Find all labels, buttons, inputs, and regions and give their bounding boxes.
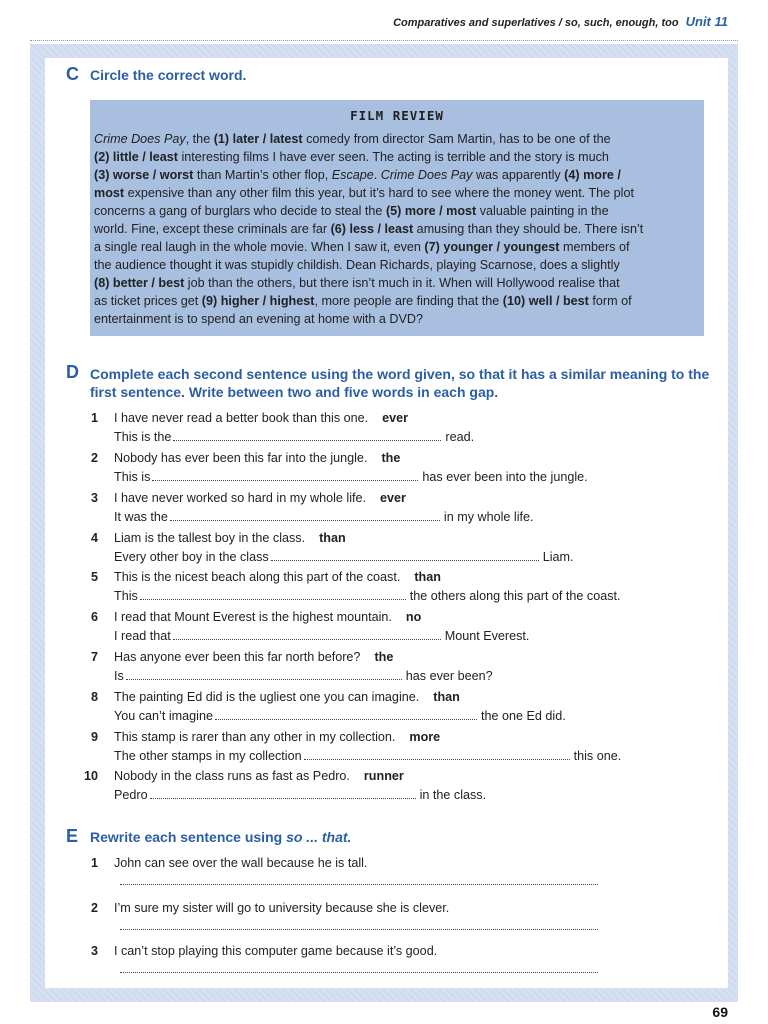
original-sentence-line xyxy=(114,411,408,425)
sentence-start: This is xyxy=(114,470,151,484)
exercise-item xyxy=(74,531,694,569)
review-text-segment: interesting films I have ever seen. The acting is terrible and the story is much xyxy=(177,150,609,164)
review-text-segment: Escape xyxy=(331,168,374,182)
review-line xyxy=(94,130,700,148)
sentence-start: It was the xyxy=(114,510,168,524)
answer-choice[interactable]: most xyxy=(94,186,125,200)
running-title: Comparatives and superlatives / so, such, enough, too xyxy=(393,17,679,29)
original-sentence-line xyxy=(114,451,400,465)
section-d-instruction-2: first sentence. Write between two and five words in each gap. xyxy=(90,384,499,400)
sentence-end: the others along this part of the coast. xyxy=(409,589,621,603)
item-number: 5 xyxy=(90,570,98,584)
original-sentence: This stamp is rarer than any other in my collection. xyxy=(114,730,396,744)
answer-choice[interactable]: (10) well / best xyxy=(502,294,589,308)
original-sentence-line xyxy=(114,769,404,783)
answer-choice[interactable]: (5) more / most xyxy=(385,204,477,218)
answer-gap[interactable] xyxy=(150,789,416,799)
review-text-segment: job than the others, but there isn’t much in it. When will Hollywood realise that xyxy=(184,276,620,290)
completion-line xyxy=(114,669,493,683)
review-line xyxy=(94,274,700,292)
sentence-end: Mount Everest. xyxy=(444,629,530,643)
key-word: than xyxy=(414,570,441,584)
item-number: 4 xyxy=(90,531,98,545)
review-line xyxy=(94,202,700,220)
original-sentence-line xyxy=(114,531,346,545)
page-number: 69 xyxy=(712,1004,728,1020)
answer-choice[interactable]: (7) younger / youngest xyxy=(424,240,560,254)
completion-line xyxy=(114,709,566,723)
exercise-item xyxy=(74,451,694,489)
key-word: ever xyxy=(382,411,409,425)
section-c-instruction: Circle the correct word. xyxy=(90,67,247,83)
review-text-segment: amusing than they should be. There isn’t xyxy=(413,222,644,236)
exercise-item xyxy=(74,690,694,728)
answer-choice[interactable]: (4) more / xyxy=(564,168,621,182)
answer-choice[interactable]: (1) later / latest xyxy=(213,132,303,146)
answer-gap[interactable] xyxy=(170,511,440,521)
review-text-segment: , more people are finding that the xyxy=(314,294,503,308)
answer-gap[interactable] xyxy=(140,590,406,600)
unit-label: Unit 11 xyxy=(685,14,728,29)
review-text-segment: , the xyxy=(185,132,214,146)
review-line xyxy=(94,220,700,238)
item-number: 6 xyxy=(90,610,98,624)
key-word: than xyxy=(433,690,460,704)
item-number: 8 xyxy=(90,690,98,704)
answer-choice[interactable]: (2) little / least xyxy=(94,150,178,164)
sentence-start: You can’t imagine xyxy=(114,709,213,723)
answer-gap[interactable] xyxy=(126,670,402,680)
review-line xyxy=(94,184,700,202)
answer-gap[interactable] xyxy=(173,431,441,441)
film-review-title: FILM REVIEW xyxy=(350,108,444,123)
key-word: no xyxy=(405,610,422,624)
review-text-segment: . xyxy=(373,168,381,182)
section-e-instruction xyxy=(90,829,351,845)
original-sentence: I have never read a better book than this one. xyxy=(114,411,369,425)
completion-line xyxy=(114,629,529,643)
header-rule xyxy=(30,40,738,41)
sentence-start: This xyxy=(114,589,138,603)
answer-gap[interactable] xyxy=(173,630,441,640)
exercise-item xyxy=(74,730,694,768)
review-text-segment: than Martin’s other flop, xyxy=(193,168,332,182)
section-e-instruction-italic: so ... that. xyxy=(286,829,352,845)
completion-line xyxy=(114,510,534,524)
review-text-segment: concerns a gang of burglars who decide to steal the xyxy=(94,204,386,218)
original-sentence: This is the nicest beach along this part of the coast. xyxy=(114,570,401,584)
rewrite-sentence: John can see over the wall because he is tall. xyxy=(114,856,368,870)
rewrite-sentence: I’m sure my sister will go to university because she is clever. xyxy=(114,901,450,915)
review-text-segment: was apparently xyxy=(472,168,565,182)
key-word: than xyxy=(319,531,346,545)
key-word: runner xyxy=(363,769,404,783)
key-word: the xyxy=(381,451,401,465)
key-word: ever xyxy=(380,491,406,505)
sentence-start: I read that xyxy=(114,629,171,643)
item-number: 1 xyxy=(90,856,98,870)
sentence-start: Every other boy in the class xyxy=(114,550,269,564)
original-sentence-line xyxy=(114,491,406,505)
original-sentence: Nobody has ever been this far into the jungle. xyxy=(114,451,368,465)
review-line xyxy=(94,238,700,256)
review-line xyxy=(94,310,700,328)
sentence-end: the one Ed did. xyxy=(480,709,566,723)
answer-gap[interactable] xyxy=(215,710,477,720)
completion-line xyxy=(114,589,621,603)
answer-choice[interactable]: (3) worse / worst xyxy=(94,168,194,182)
exercise-item xyxy=(74,411,694,449)
section-e-letter: E xyxy=(66,826,79,846)
review-line xyxy=(94,166,700,184)
section-e-instruction-text: Rewrite each sentence using xyxy=(90,829,287,845)
section-d-letter: D xyxy=(66,362,79,382)
original-sentence-line xyxy=(114,650,393,664)
sentence-start: The other stamps in my collection xyxy=(114,749,302,763)
answer-gap[interactable] xyxy=(304,750,570,760)
sentence-end: Liam. xyxy=(542,550,574,564)
review-line xyxy=(94,292,700,310)
film-review-text xyxy=(94,130,700,328)
answer-gap[interactable] xyxy=(271,551,539,561)
rewrite-answer-line[interactable] xyxy=(120,884,598,885)
rewrite-answer-line[interactable] xyxy=(120,972,598,973)
original-sentence: The painting Ed did is the ugliest one you can imagine. xyxy=(114,690,420,704)
completion-line xyxy=(114,749,621,763)
review-text-segment: members of xyxy=(559,240,630,254)
item-number: 9 xyxy=(90,730,98,744)
answer-gap[interactable] xyxy=(152,471,418,481)
exercise-item xyxy=(74,610,694,648)
item-number: 2 xyxy=(90,451,98,465)
exercise-item xyxy=(74,570,694,608)
original-sentence: Liam is the tallest boy in the class. xyxy=(114,531,306,545)
rewrite-answer-line[interactable] xyxy=(120,929,598,930)
section-c-letter: C xyxy=(66,64,79,84)
item-number: 7 xyxy=(90,650,98,664)
review-text-segment: comedy from director Sam Martin, has to be one of the xyxy=(302,132,611,146)
item-number: 2 xyxy=(90,901,98,915)
completion-line xyxy=(114,430,474,444)
sentence-start: Is xyxy=(114,669,124,683)
exercise-item xyxy=(74,650,694,688)
sentence-end: has ever been? xyxy=(405,669,493,683)
answer-choice[interactable]: (6) less / least xyxy=(330,222,414,236)
review-line xyxy=(94,148,700,166)
sentence-start: Pedro xyxy=(114,788,148,802)
key-word: the xyxy=(374,650,394,664)
answer-choice[interactable]: (8) better / best xyxy=(94,276,185,290)
review-text-segment: a single real laugh in the whole movie. When I saw it, even xyxy=(94,240,425,254)
film-review-box xyxy=(90,100,704,336)
original-sentence-line xyxy=(114,730,440,744)
review-text-segment: as ticket prices get xyxy=(94,294,202,308)
review-text-segment: form of xyxy=(588,294,632,308)
sentence-end: in the class. xyxy=(419,788,487,802)
completion-line xyxy=(114,470,588,484)
original-sentence: I have never worked so hard in my whole life. xyxy=(114,491,366,505)
review-text-segment: valuable painting in the xyxy=(476,204,609,218)
page-header xyxy=(393,14,728,29)
review-text-segment: expensive than any other film this year, but it’s hard to see where the money went. The plot xyxy=(124,186,634,200)
sentence-end: has ever been into the jungle. xyxy=(422,470,588,484)
sentence-end: this one. xyxy=(573,749,622,763)
original-sentence-line xyxy=(114,570,441,584)
original-sentence-line xyxy=(114,610,421,624)
sentence-end: in my whole life. xyxy=(443,510,534,524)
item-number: 3 xyxy=(90,491,98,505)
completion-line xyxy=(114,550,574,564)
completion-line xyxy=(114,788,486,802)
answer-choice[interactable]: (9) higher / highest xyxy=(201,294,315,308)
item-number: 3 xyxy=(90,944,98,958)
exercise-item xyxy=(74,491,694,529)
original-sentence: Has anyone ever been this far north before? xyxy=(114,650,361,664)
key-word: more xyxy=(409,730,441,744)
review-text-segment: the audience thought it was stupidly childish. Dean Richards, playing Scarnose, does a slightly xyxy=(94,258,620,272)
sentence-end: read. xyxy=(445,430,475,444)
section-d-instruction-1: Complete each second sentence using the word given, so that it has a similar meaning to the xyxy=(90,366,710,382)
exercise-item xyxy=(74,769,694,807)
original-sentence-line xyxy=(114,690,460,704)
review-text-segment: world. Fine, except these criminals are far xyxy=(94,222,331,236)
rewrite-sentence: I can’t stop playing this computer game because it’s good. xyxy=(114,944,438,958)
item-number: 1 xyxy=(90,411,98,425)
review-text-segment: Crime Does Pay xyxy=(380,168,473,182)
review-text-segment: Crime Does Pay xyxy=(94,132,186,146)
sentence-start: This is the xyxy=(114,430,172,444)
review-line xyxy=(94,256,700,274)
original-sentence: Nobody in the class runs as fast as Pedro. xyxy=(114,769,350,783)
original-sentence: I read that Mount Everest is the highest mountain. xyxy=(114,610,392,624)
review-text-segment: entertainment is to spend an evening at home with a DVD? xyxy=(94,312,424,326)
item-number: 10 xyxy=(83,769,98,783)
